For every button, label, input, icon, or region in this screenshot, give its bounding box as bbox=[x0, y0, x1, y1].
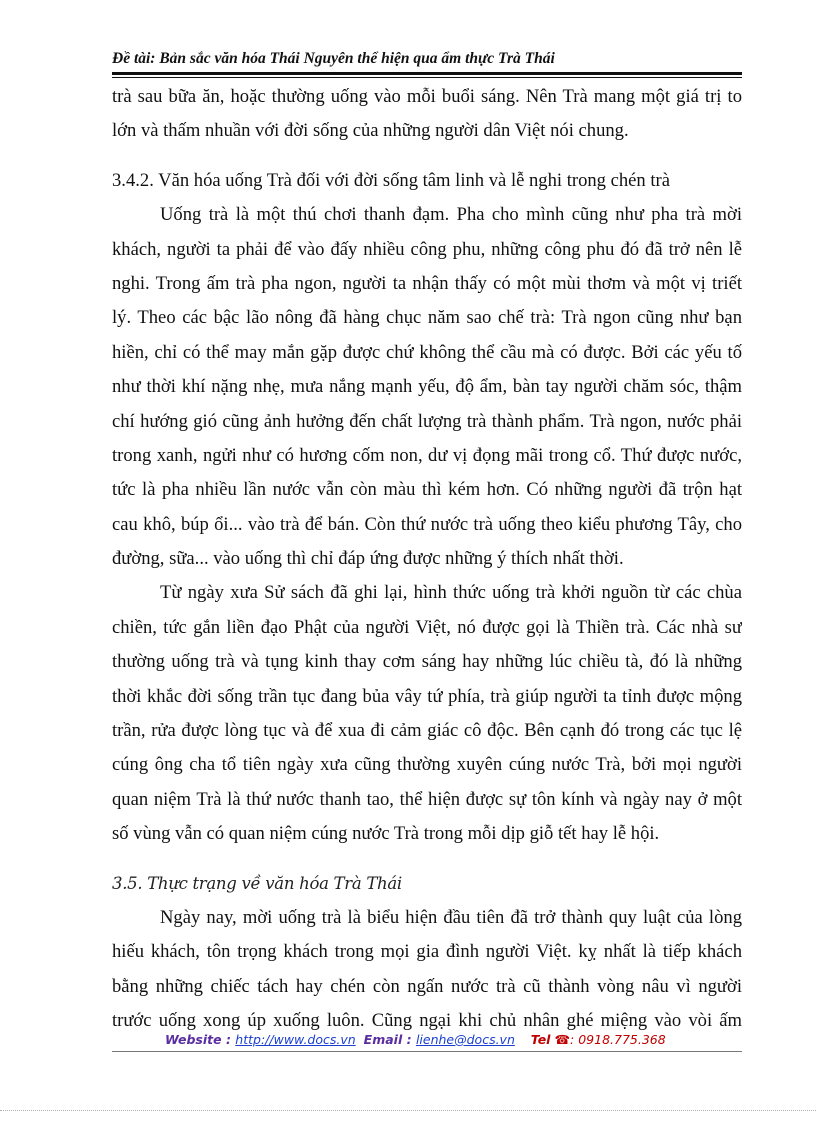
text-line: số vùng vẫn có quan niệm cúng nước Trà trong mỗi dịp giỗ tết hay lễ hội. bbox=[112, 823, 660, 845]
text-line: chiền, tức gắn liền đạo Phật của người Việt, nó được gọi là Thiền trà. Các nhà sư bbox=[112, 616, 742, 638]
text-line: Uống trà là một thú chơi thanh đạm. Pha cho mình cũng như pha trà mời bbox=[160, 204, 742, 226]
page-bottom-edge bbox=[0, 1110, 816, 1111]
footer-email-link[interactable]: lienhe@docs.vn bbox=[415, 1032, 515, 1047]
text-line: lớn và thấm nhuần với đời sống của những người dân Việt nói chung. bbox=[112, 120, 629, 142]
page-header-title: Đề tài: Bản sắc văn hóa Thái Nguyên thể hiện qua ẩm thực Trà Thái bbox=[112, 50, 555, 67]
phone-icon: ☎ bbox=[554, 1032, 571, 1047]
document-body bbox=[112, 80, 742, 1039]
text-line: bằng những chiếc tách hay chén còn ngấn nước trà cũ thành vòng nâu vì người bbox=[112, 975, 742, 997]
paragraph-intro bbox=[112, 80, 742, 149]
paragraph-2 bbox=[112, 576, 742, 851]
text-line: hiếu khách, tôn trọng khách trong mọi gia đình người Việt. kỵ nhất là tiếp khách bbox=[112, 941, 742, 963]
text-line: chí hướng gió cũng ảnh hưởng đến chất lượng trà thành phẩm. Trà ngon, nước phải bbox=[112, 410, 742, 432]
footer-website-sep: : bbox=[221, 1032, 236, 1047]
footer-website-label: Website bbox=[165, 1032, 222, 1047]
text-line: Ngày nay, mời uống trà là biểu hiện đầu tiên đã trở thành quy luật của lòng bbox=[160, 906, 742, 928]
footer-website-link[interactable]: http://www.docs.vn bbox=[235, 1032, 356, 1047]
text-line: trần, rửa được lòng tục và để xua đi cảm giác cô độc. Bên cạnh đó trong các tục lệ bbox=[112, 720, 742, 742]
text-line: Từ ngày xưa Sử sách đã ghi lại, hình thức uống trà khởi nguồn từ các chùa bbox=[160, 582, 742, 604]
footer-email-sep: : bbox=[402, 1032, 416, 1047]
text-line: cúng ông cha tổ tiên ngày xưa cũng thường xuyên cúng nước Trà, bởi mọi người bbox=[112, 754, 742, 776]
text-line: khách, người ta phải để vào đấy nhiều công phu, những công phu đó đã trở nên lễ bbox=[112, 238, 742, 260]
text-line: thường uống trà và tụng kinh thay cơm sáng hay những lúc chiều tà, đó là những bbox=[112, 651, 742, 673]
text-line: nghi. Trong ấm trà pha ngon, người ta nhận thấy có một mùi thơm và một vị triết bbox=[112, 272, 742, 294]
text-line: trước uống xong úp xuống luôn. Cũng ngại khi chủ nhân ghé miệng vào vòi ấm bbox=[112, 1010, 742, 1032]
paragraph-3 bbox=[112, 901, 742, 1039]
footer-tel-label: Tel bbox=[530, 1032, 551, 1047]
paragraph-1 bbox=[112, 198, 742, 576]
text-line: hiền, chỉ có thể may mắn gặp được chứ không thể cầu mà có được. Bởi các yếu tố bbox=[112, 341, 742, 363]
footer-rule bbox=[112, 1051, 742, 1052]
section-heading-3-5: 3.5. Thực trạng về văn hóa Trà Thái bbox=[112, 873, 402, 893]
section-heading-3-4-2: 3.4.2. Văn hóa uống Trà đối với đời sống tâm linh và lễ nghi trong chén trà bbox=[112, 169, 670, 191]
paragraph-gap bbox=[112, 852, 742, 867]
text-line: trong xanh, ngửi như có hương cốm non, dư vị đọng mãi trong cổ. Thứ được nước, bbox=[112, 444, 742, 466]
header-rule-thin bbox=[112, 77, 742, 78]
header-rule-thick bbox=[112, 72, 742, 75]
text-line: quan niệm Trà là thứ nước thanh tao, thể hiện được sự tôn kính và ngày nay ở một bbox=[112, 788, 742, 810]
text-line: lý. Theo các bậc lão nông đã hàng chục năm sao chế trà: Trà ngon cũng như bạn bbox=[112, 307, 742, 329]
footer-tel-value: : 0918.775.368 bbox=[570, 1032, 666, 1047]
text-line: đường, sữa... vào uống thì chỉ đáp ứng được những ý thích nhất thời. bbox=[112, 548, 624, 570]
text-line: thời khắc đời sống trần tục đang bủa vây tứ phía, trà giúp người ta tỉnh được mộng bbox=[112, 685, 742, 707]
text-line: cau khô, búp ổi... vào trà để bán. Còn thứ nước trà uống theo kiểu phương Tây, cho bbox=[112, 513, 742, 535]
text-line: như thời khí nặng nhẹ, mưa nắng mạnh yếu, độ ẩm, bàn tay người chăm sóc, thậm bbox=[112, 376, 742, 398]
paragraph-gap bbox=[112, 149, 742, 164]
page-footer bbox=[165, 1032, 725, 1047]
text-line: tức là pha nhiều lần nước vẫn còn màu thì kém hơn. Có những người đã trộn hạt bbox=[112, 479, 742, 501]
text-line: trà sau bữa ăn, hoặc thường uống vào mỗi buổi sáng. Nên Trà mang một giá trị to bbox=[112, 86, 742, 107]
footer-email-label: Email bbox=[363, 1032, 403, 1047]
